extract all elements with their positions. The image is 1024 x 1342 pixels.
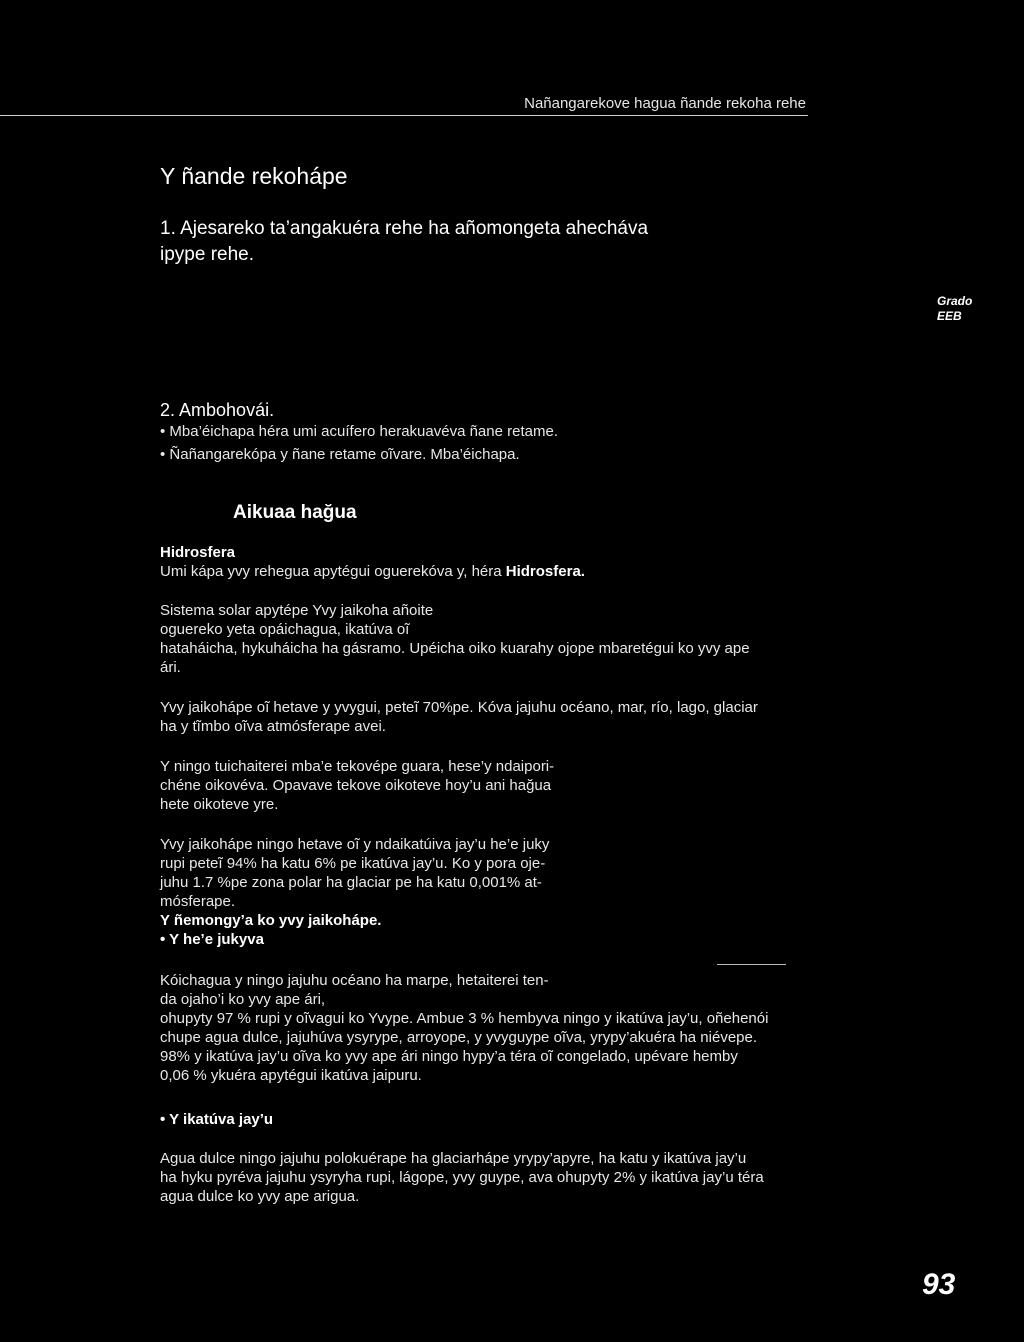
paragraph-4 [160, 835, 870, 949]
heading-salt-water: • Y he’e jukyva [160, 931, 264, 948]
paragraph-2 [160, 698, 870, 736]
paragraph-line: ári. [160, 659, 181, 676]
question-1-line-2: ipype rehe. [160, 244, 255, 265]
paragraph-line: da ojaho’i ko yvy ape ári, [160, 991, 326, 1008]
question-2-title: 2. Ambohovái. [160, 400, 275, 420]
heading-contamination: Y ñemongy’a ko yvy jaikohápe. [160, 912, 382, 929]
hidrosfera-definition [160, 562, 585, 581]
paragraph-line: Sistema solar apytépe Yvy jaikoha añoite [160, 602, 434, 619]
paragraph-line: ohupyty 97 % rupi y oĩvagui ko Yvype. Ambue 3 % hembyva ningo y ikatúva jay’u, oñehenói [160, 1010, 769, 1027]
paragraph-line: juhu 1.7 %pe zona polar ha glaciar pe ha katu 0,001% at- [160, 874, 542, 891]
question-1-line-1: 1. Ajesareko ta’angakuéra rehe ha añomongeta ahecháva [160, 218, 649, 239]
paragraph-line: 0,06 % ykuéra apytégui ikatúva jaipuru. [160, 1067, 422, 1084]
paragraph-line: Agua dulce ningo jajuhu polokuérape ha glaciarhápe yrypy’apyre, ha katu y ikatúva jay’u [160, 1150, 747, 1167]
paragraph-line: chéne oikovéva. Opavave tekove oikoteve hoy’u ani hağua [160, 777, 552, 794]
grade-label-line-1: Grado [937, 294, 973, 308]
paragraph-line: mósferape. [160, 893, 236, 910]
paragraph-line: ha hyku pyréva jajuhu ysyryha rupi, lágope, yvy guype, ava ohupyty 2% y ikatúva jay’u téra [160, 1169, 764, 1186]
header-rule [0, 115, 808, 116]
page-number: 93 [922, 1268, 956, 1301]
question-2-bullet-1: • Mba’éichapa héra umi acuífero herakuavéva ñane retame. [160, 423, 558, 440]
definition-term: Hidrosfera. [505, 563, 585, 580]
aikuaa-title: Aikuaa hağua [233, 502, 357, 523]
short-rule [717, 964, 786, 965]
paragraph-line: rupi peteĩ 94% ha katu 6% pe ikatúva jay’u. Ko y pora oje- [160, 855, 546, 872]
grade-label-line-2: EEB [937, 309, 962, 323]
paragraph-line: ha y tĩmbo oĩva atmósferape avei. [160, 718, 386, 735]
definition-text: Umi kápa yvy rehegua apytégui oguerekóva y, héra [160, 563, 502, 580]
paragraph-line: chupe agua dulce, jajuhúva ysyrype, arroyope, y yvyguype oĩva, yrypy’akuéra ha niévepe. [160, 1029, 758, 1046]
question-2-bullet-2: • Ñañangarekópa y ñane retame oĩvare. Mba’éichapa. [160, 446, 520, 463]
section-title: Y ñande rekohápe [160, 163, 348, 189]
paragraph-line: oguereko yeta opáichagua, ikatúva oĩ [160, 621, 410, 638]
paragraph-line: agua dulce ko yvy ape arigua. [160, 1188, 360, 1205]
paragraph-5 [160, 971, 870, 1085]
paragraph-line: 98% y ikatúva jay’u oĩva ko yvy ape ári ningo hypy’a téra oĩ congelado, upévare hemby [160, 1048, 738, 1065]
paragraph-line: hete oikoteve yre. [160, 796, 279, 813]
paragraph-line: Yvy jaikohápe oĩ hetave y yvygui, peteĩ 70%pe. Kóva jajuhu océano, mar, río, lago, glaciar [160, 699, 758, 716]
heading-fresh-water: • Y ikatúva jay’u [160, 1111, 274, 1128]
paragraph-6 [160, 1149, 870, 1206]
paragraph-line: Y ningo tuichaiterei mba’e tekovépe guara, hese’y ndaipori- [160, 758, 555, 775]
term-hidrosfera: Hidrosfera [160, 544, 236, 561]
paragraph-line: Yvy jaikohápe ningo hetave oĩ y ndaikatúiva jay’u he’e juky [160, 836, 550, 853]
grade-label [937, 294, 972, 324]
paragraph-3 [160, 757, 870, 814]
paragraph-1 [160, 601, 870, 677]
paragraph-line: hataháicha, hykuháicha ha gásramo. Upéicha oiko kuarahy ojope mbaretégui ko yvy ape [160, 640, 750, 657]
running-header: Nañangarekove hagua ñande rekoha rehe [524, 95, 806, 112]
paragraph-line: Kóichagua y ningo jajuhu océano ha marpe, hetaiterei ten- [160, 972, 549, 989]
